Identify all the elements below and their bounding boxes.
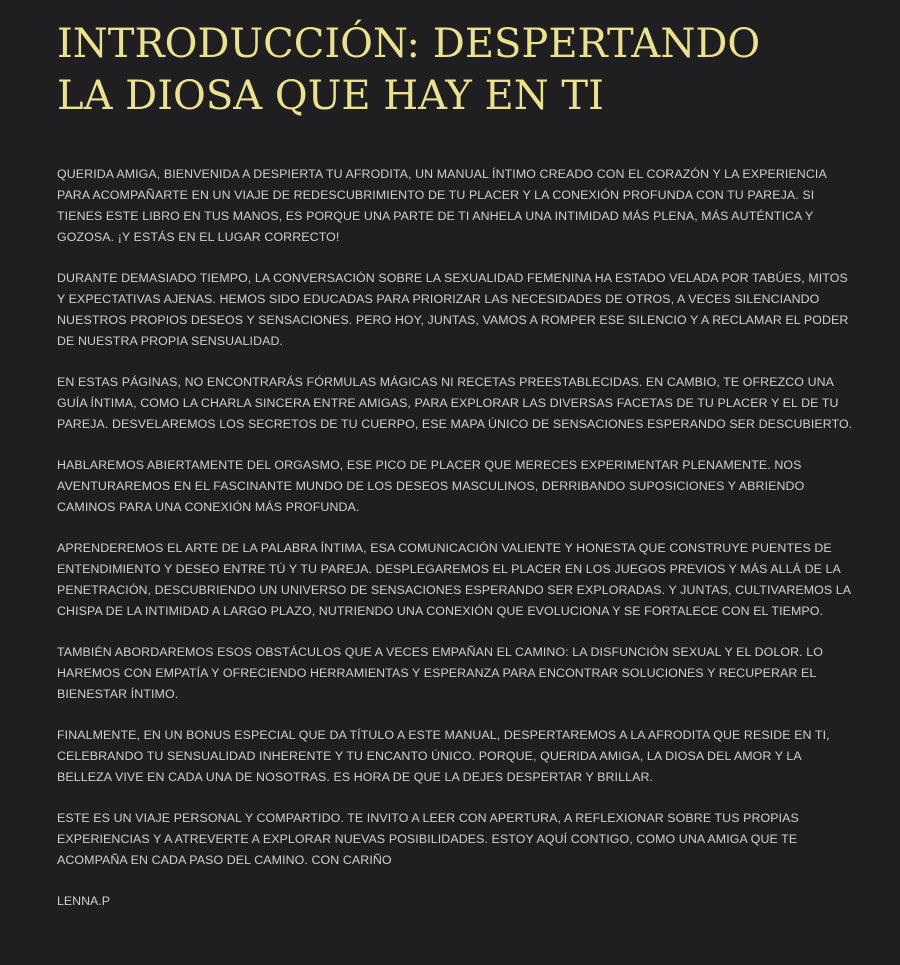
- paragraph-orgasm: HABLAREMOS ABIERTAMENTE DEL ORGASMO, ESE PICO DE PLACER QUE MERECES EXPERIMENTAR PLENAMENTE. NOS AVENTURAREMOS EN EL FASCINANTE MUNDO DE LOS DESEOS MASCULINOS, DERRIBANDO SUPOSICIONES Y ABRIENDO CAMINOS PARA UNA CONEXIÓN MÁS PROFUNDA.: [57, 458, 805, 514]
- paragraph-bonus: FINALMENTE, EN UN BONUS ESPECIAL QUE DA TÍTULO A ESTE MANUAL, DESPERTAREMOS A LA AFRODITA QUE RESIDE EN TI, CELEBRANDO TU SENSUALIDAD INHERENTE Y TU ENCANTO ÚNICO. PORQUE, QUERIDA AMIGA, LA DIOSA DEL AMOR Y LA BELLEZA VIVE EN CADA UNA DE NOSOTRAS. ES HORA DE QUE LA DEJES DESPERTAR Y BRILLAR.: [57, 728, 830, 784]
- signature: LENNA.P: [57, 894, 111, 908]
- paragraph-communication: APRENDEREMOS EL ARTE DE LA PALABRA ÍNTIMA, ESA COMUNICACIÓN VALIENTE Y HONESTA QUE CONSTRUYE PUENTES DE ENTENDIMIENTO Y DESEO ENTRE TÚ Y TU PAREJA. DESPLEGAREMOS EL PLACER EN LOS JUEGOS PREVIOS Y MÁS ALLÁ DE LA PENETRACIÓN, DESCUBRIENDO UN UNIVERSO DE SENSACIONES ESPERANDO SER EXPLORADAS. Y JUNTAS, CULTIVAREMOS LA CHISPA DE LA INTIMIDAD A LARGO PLAZO, NUTRIENDO UNA CONEXIÓN QUE EVOLUCIONA Y SE FORTALECE CON EL TIEMPO.: [57, 541, 851, 618]
- title-line-2: LA DIOSA QUE HAY EN TI: [57, 73, 604, 119]
- paragraph-guide: EN ESTAS PÁGINAS, NO ENCONTRARÁS FÓRMULAS MÁGICAS NI RECETAS PREESTABLECIDAS. EN CAMBIO, TE OFREZCO UNA GUÍA ÍNTIMA, COMO LA CHARLA SINCERA ENTRE AMIGAS, PARA EXPLORAR LAS DIVERSAS FACETAS DE TU PLACER Y EL DE TU PAREJA. DESVELAREMOS LOS SECRETOS DE TU CUERPO, ESE MAPA ÚNICO DE SENSACIONES ESPERANDO SER DESCUBIERTO.: [57, 375, 853, 431]
- page-title: [57, 18, 856, 122]
- paragraph-conversation: DURANTE DEMASIADO TIEMPO, LA CONVERSACIÓN SOBRE LA SEXUALIDAD FEMENINA HA ESTADO VELADA POR TABÚES, MITOS Y EXPECTATIVAS AJENAS. HEMOS SIDO EDUCADAS PARA PRIORIZAR LAS NECESIDADES DE OTROS, A VECES SILENCIANDO NUESTROS PROPIOS DESEOS Y SENSACIONES. PERO HOY, JUNTAS, VAMOS A ROMPER ESE SILENCIO Y A RECLAMAR EL PODER DE NUESTRA PROPIA SENSUALIDAD.: [57, 271, 849, 348]
- paragraph-journey: ESTE ES UN VIAJE PERSONAL Y COMPARTIDO. TE INVITO A LEER CON APERTURA, A REFLEXIONAR SOBRE TUS PROPIAS EXPERIENCIAS Y A ATREVERTE A EXPLORAR NUEVAS POSIBILIDADES. ESTOY AQUÍ CONTIGO, COMO UNA AMIGA QUE TE ACOMPAÑA EN CADA PASO DEL CAMINO. CON CARIÑO: [57, 811, 799, 867]
- paragraph-obstacles: TAMBIÉN ABORDAREMOS ESOS OBSTÁCULOS QUE A VECES EMPAÑAN EL CAMINO: LA DISFUNCIÓN SEXUAL Y EL DOLOR. LO HAREMOS CON EMPATÍA Y OFRECIENDO HERRAMIENTAS Y ESPERANZA PARA ENCONTRAR SOLUCIONES Y RECUPERAR EL BIENESTAR ÍNTIMO.: [57, 645, 823, 701]
- paragraph-welcome: QUERIDA AMIGA, BIENVENIDA A DESPIERTA TU AFRODITA, UN MANUAL ÍNTIMO CREADO CON EL CORAZÓN Y LA EXPERIENCIA PARA ACOMPAÑARTE EN UN VIAJE DE REDESCUBRIMIENTO DE TU PLACER Y LA CONEXIÓN PROFUNDA CON TU PAREJA. SI TIENES ESTE LIBRO EN TUS MANOS, ES PORQUE UNA PARTE DE TI ANHELA UNA INTIMIDAD MÁS PLENA, MÁS AUTÉNTICA Y GOZOSA. ¡Y ESTÁS EN EL LUGAR CORRECTO!: [57, 167, 827, 244]
- document-body: [57, 164, 856, 912]
- title-line-1: INTRODUCCIÓN: DESPERTANDO: [57, 21, 761, 67]
